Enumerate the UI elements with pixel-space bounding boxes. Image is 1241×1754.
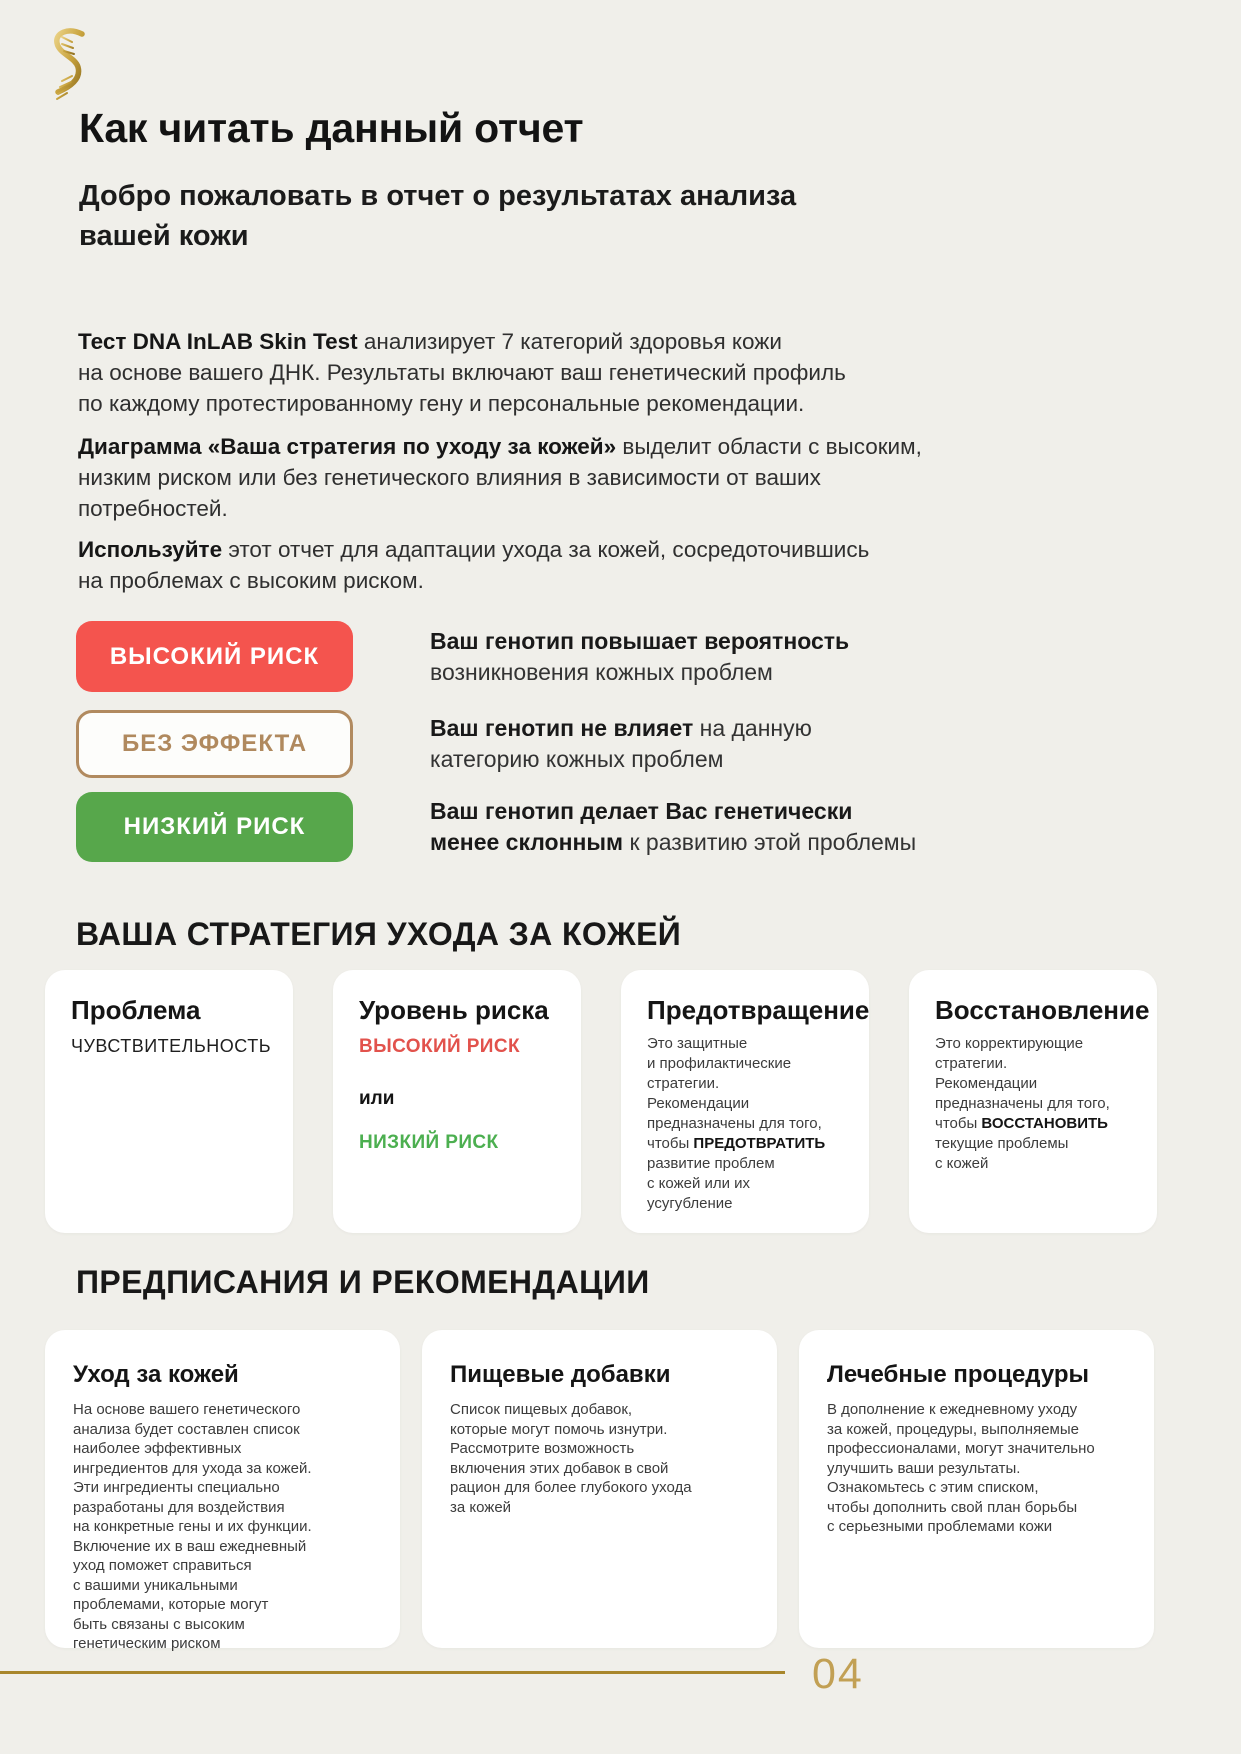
prevention-card-body: Это защитные и профилактические стратегии. Рекомендации предназначены для того, чтобы ПРЕДОТВРАТИТЬ развитие проблем с кожей или их усугубление bbox=[647, 1035, 826, 1212]
supplements-card bbox=[422, 1330, 777, 1648]
high-risk-description: Ваш генотип повышает вероятность возникновения кожных проблем bbox=[430, 627, 850, 685]
prevention-card bbox=[621, 970, 869, 1233]
treatments-card-title: Лечебные процедуры bbox=[827, 1361, 1090, 1388]
treatments-card-body: В дополнение к ежедневному уходу за кожей, процедуры, выполняемые профессионалами, могут значительно улучшить ваши результаты. Ознакомьтесь с этим списком, чтобы дополнить свой план борьбы с серьезными проблемами кожи bbox=[827, 1401, 1095, 1535]
risk-level-or-label: или bbox=[359, 1088, 395, 1109]
restoration-card-body: Это корректирующие стратегии. Рекомендации предназначены для того, чтобы ВОССТАНОВИТЬ текущие проблемы с кожей bbox=[935, 1035, 1110, 1172]
dna-logo-icon bbox=[42, 26, 94, 102]
risk-level-low-label: НИЗКИЙ РИСК bbox=[359, 1132, 499, 1153]
intro-paragraph-use: Используйте этот отчет для адаптации ухода за кожей, сосредоточившись на проблемах с высоким риском. bbox=[78, 536, 870, 593]
no-effect-badge: БЕЗ ЭФФЕКТА bbox=[76, 710, 353, 778]
skincare-card-body: На основе вашего генетического анализа будет составлен список наиболее эффективных ингредиентов для ухода за кожей. Эти ингредиенты специально разработаны для воздействия на конкретные гены и их функции. Включение их в ваш ежедневный уход поможет справиться с вашими уникальными проблемами, которые могут быть связаны с высоким генетическим риском bbox=[73, 1401, 312, 1652]
intro-paragraph-diagram: Диаграмма «Ваша стратегия по уходу за кожей» выделит области с высоким, низким риском или без генетического влияния в зависимости от ваших потребностей. bbox=[78, 433, 922, 521]
footer-divider bbox=[0, 1671, 785, 1674]
no-effect-description: Ваш генотип не влияет на данную категорию кожных проблем bbox=[430, 715, 812, 772]
page-title: Как читать данный отчет bbox=[79, 105, 584, 151]
strategy-section-heading: ВАША СТРАТЕГИЯ УХОДА ЗА КОЖЕЙ bbox=[76, 916, 682, 952]
restoration-card-title: Восстановление bbox=[935, 995, 1150, 1025]
legend-row-low-risk bbox=[76, 792, 1201, 862]
problem-card bbox=[45, 970, 293, 1233]
problem-card-title: Проблема bbox=[71, 995, 201, 1025]
treatments-card bbox=[799, 1330, 1154, 1648]
page-number: 04 bbox=[812, 1650, 864, 1698]
risk-level-card-title: Уровень риска bbox=[359, 995, 549, 1025]
high-risk-badge: ВЫСОКИЙ РИСК bbox=[76, 621, 353, 692]
prescriptions-cards-row bbox=[45, 1330, 1154, 1652]
supplements-card-body: Список пищевых добавок, которые могут помочь изнутри. Рассмотрите возможность включения этих добавок в свой рацион для более глубокого ухода за кожей bbox=[450, 1401, 692, 1516]
prescriptions-section-heading: ПРЕДПИСАНИЯ И РЕКОМЕНДАЦИИ bbox=[76, 1264, 650, 1300]
risk-level-card bbox=[333, 970, 581, 1233]
problem-card-value: ЧУВСТВИТЕЛЬНОСТЬ bbox=[71, 1036, 272, 1056]
legend-row-high-risk bbox=[76, 621, 1201, 692]
risk-level-high-label: ВЫСОКИЙ РИСК bbox=[359, 1036, 520, 1057]
supplements-card-title: Пищевые добавки bbox=[450, 1361, 671, 1388]
restoration-card bbox=[909, 970, 1157, 1233]
skincare-card bbox=[45, 1330, 400, 1652]
page-subtitle: Добро пожаловать в отчет о результатах анализа вашей кожи bbox=[79, 180, 797, 252]
legend-row-no-effect bbox=[76, 710, 1201, 778]
strategy-cards-row bbox=[45, 970, 1157, 1233]
prevention-card-title: Предотвращение bbox=[647, 995, 870, 1025]
skincare-card-title: Уход за кожей bbox=[73, 1361, 239, 1388]
intro-paragraph-test: Тест DNA InLAB Skin Test анализирует 7 категорий здоровья кожи на основе вашего ДНК. Результаты включают ваш генетический профиль по каждому протестированному гену и персональные рекомендации. bbox=[78, 328, 846, 416]
low-risk-badge: НИЗКИЙ РИСК bbox=[76, 792, 353, 862]
low-risk-description: Ваш генотип делает Вас генетически менее склонным к развитию этой проблемы bbox=[430, 798, 917, 855]
